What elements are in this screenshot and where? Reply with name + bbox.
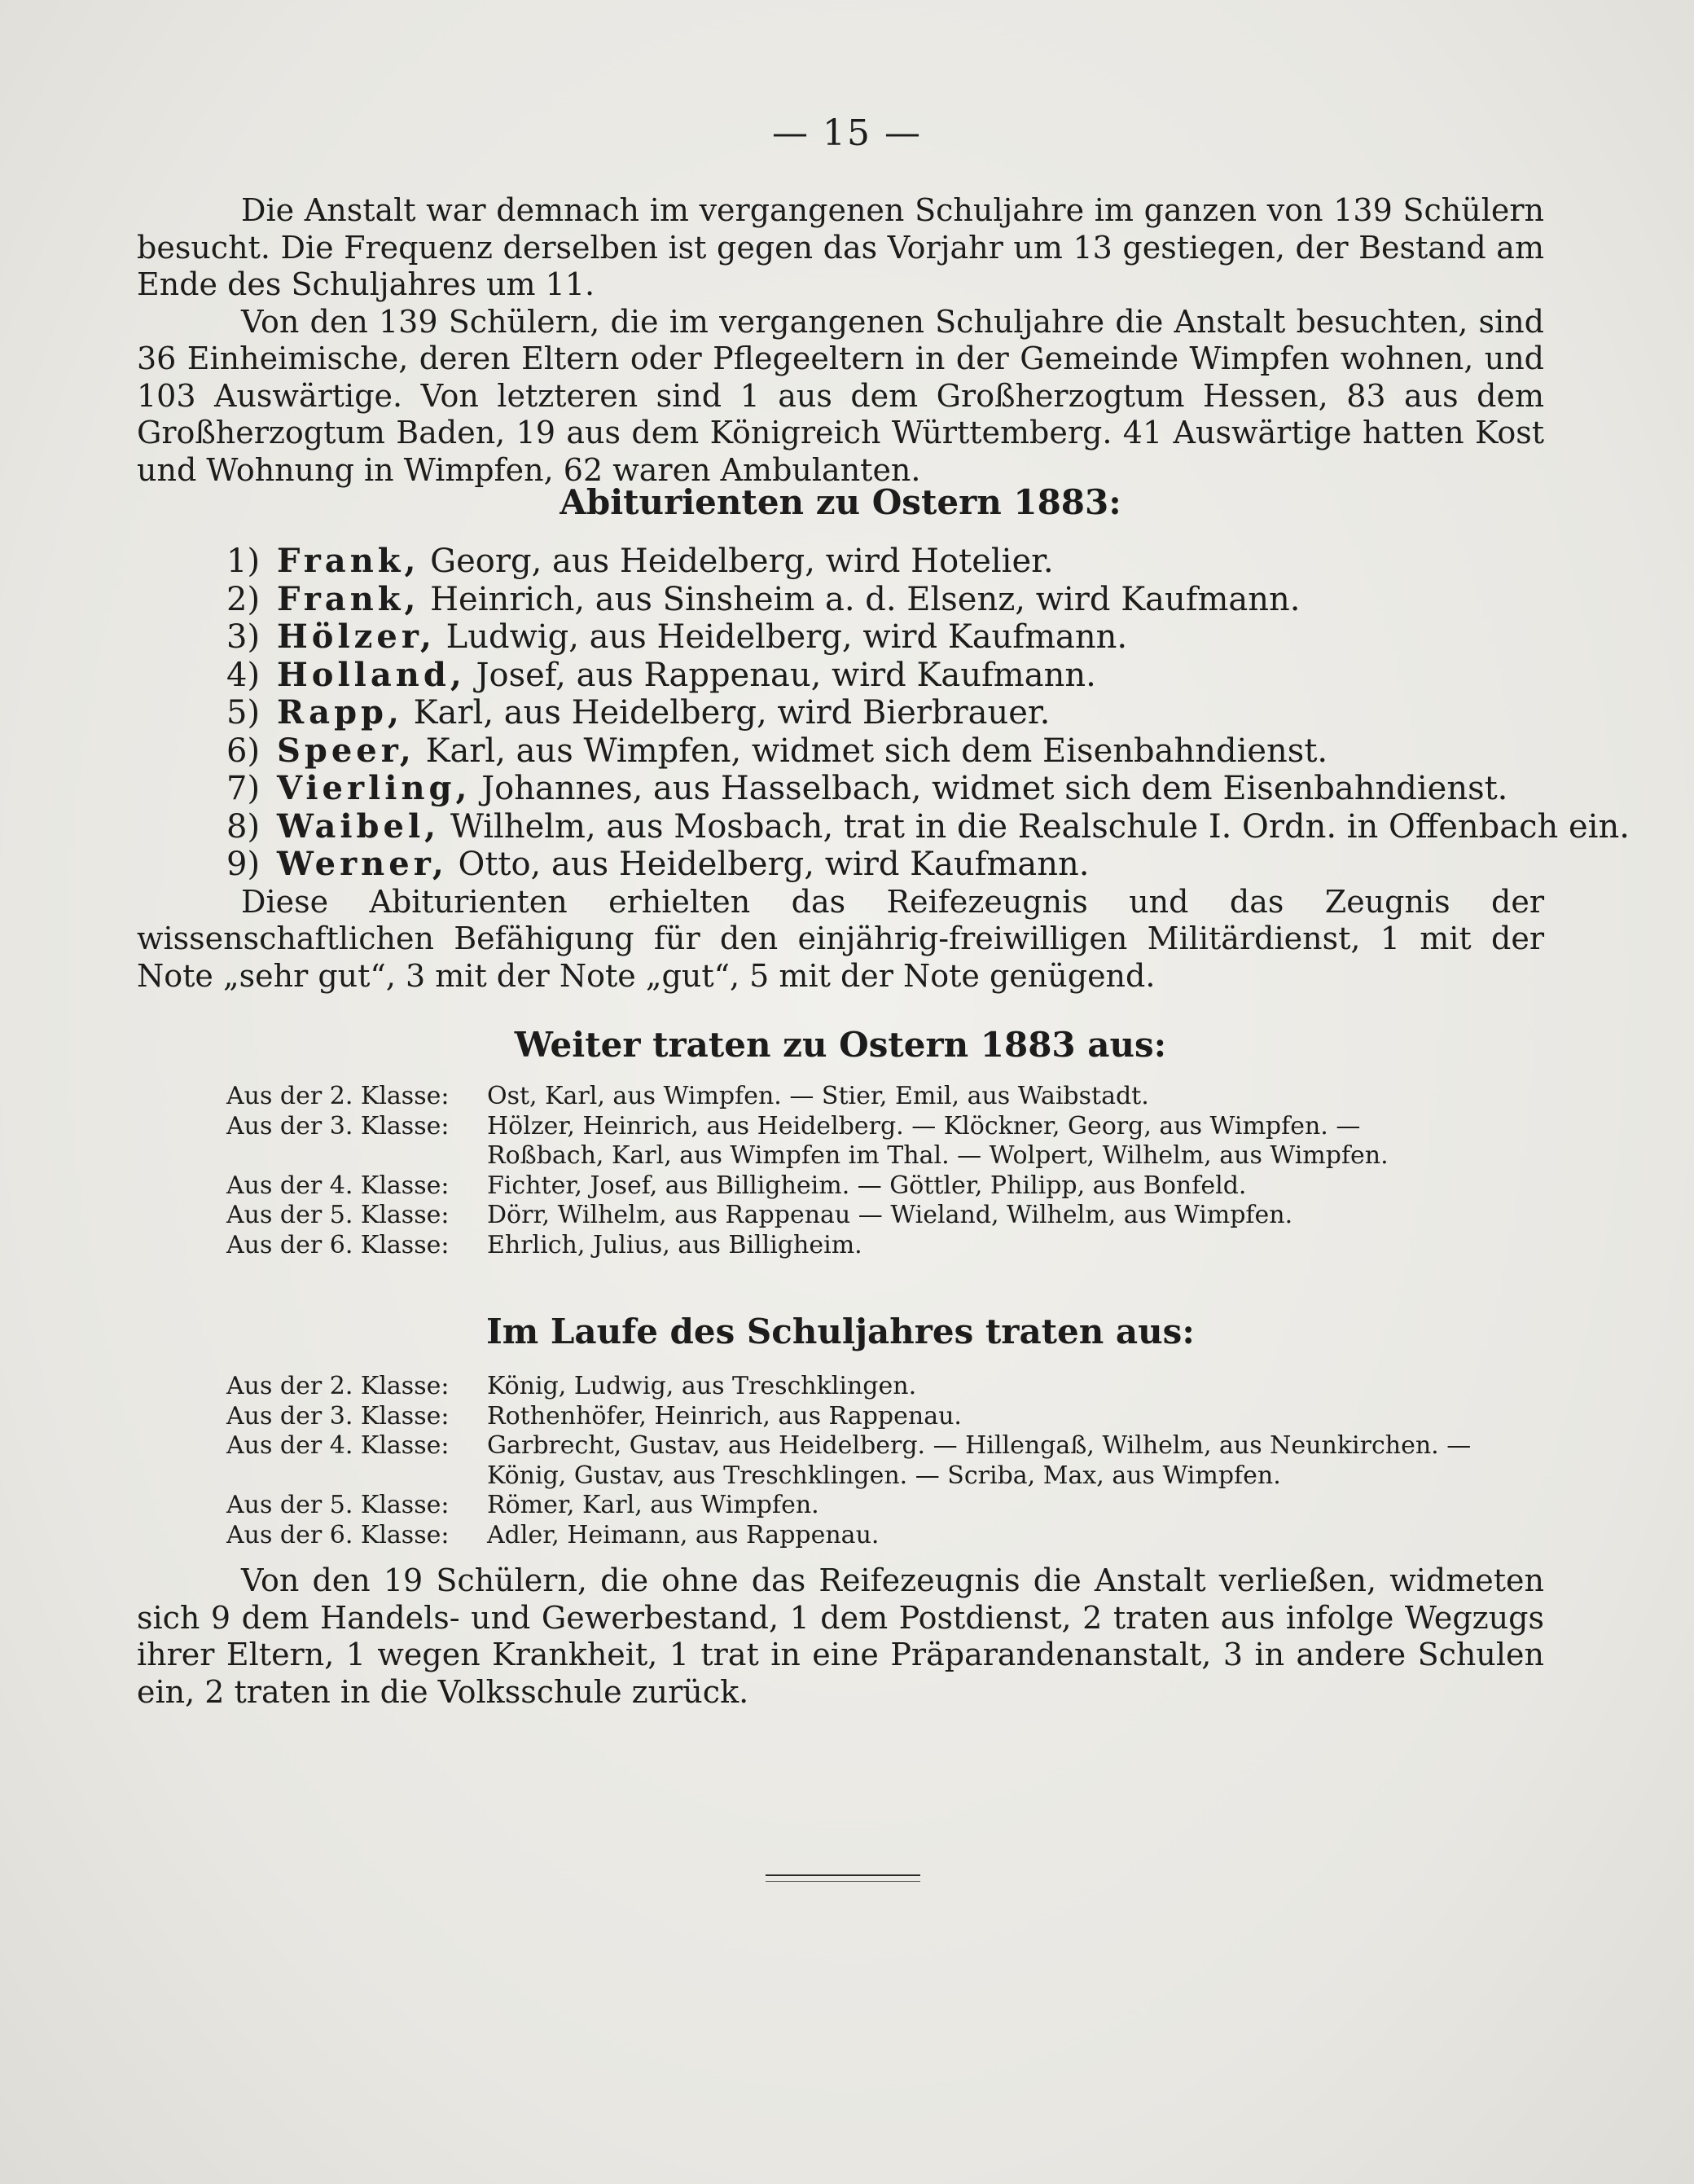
list-item: 2) Frank, Heinrich, aus Sinsheim a. d. Elsenz, wird Kaufmann. xyxy=(226,579,1301,618)
laufe-table xyxy=(137,1372,1544,1550)
weiter-table xyxy=(137,1082,1544,1260)
weiter-table-wrap xyxy=(137,1082,1544,1260)
weiter-section xyxy=(137,1025,1544,1065)
list-item: 8) Waibel, Wilhelm, aus Mosbach, trat in die Realschule I. Ordn. in Offenbach ein. xyxy=(226,806,1630,846)
laufe-table-wrap xyxy=(137,1372,1544,1550)
abiturienten-section xyxy=(137,482,1544,522)
end-rule-secondary xyxy=(766,1881,920,1882)
table-row: Aus der 5. Klasse: Römer, Karl, aus Wimpfen. xyxy=(226,1491,819,1519)
table-row: König, Gustav, aus Treschklingen. — Scriba, Max, aus Wimpfen. xyxy=(487,1461,1281,1490)
list-item: 6) Speer, Karl, aus Wimpfen, widmet sich dem Eisenbahndienst. xyxy=(226,731,1328,770)
abiturienten-list-wrap xyxy=(137,542,1630,995)
page-number: — 15 — xyxy=(772,112,922,154)
list-item: 7) Vierling, Johannes, aus Hasselbach, widmet sich dem Eisenbahndienst. xyxy=(226,769,1508,807)
abiturienten-list xyxy=(137,542,1630,884)
intro-section xyxy=(137,192,1544,489)
abiturienten-heading: Abiturienten zu Ostern 1883: xyxy=(560,482,1121,522)
list-item: 5) Rapp, Karl, aus Heidelberg, wird Bierbrauer. xyxy=(226,693,1051,732)
end-rule xyxy=(766,1874,920,1876)
list-item: 3) Hölzer, Ludwig, aus Heidelberg, wird Kaufmann. xyxy=(226,617,1128,656)
table-row: Aus der 2. Klasse: König, Ludwig, aus Treschklingen. xyxy=(226,1372,917,1400)
weiter-heading: Weiter traten zu Ostern 1883 aus: xyxy=(514,1025,1167,1065)
laufe-section xyxy=(137,1312,1544,1351)
table-row: Aus der 3. Klasse: Rothenhöfer, Heinrich, aus Rappenau. xyxy=(226,1401,962,1430)
list-item: 1) Frank, Georg, aus Heidelberg, wird Hotelier. xyxy=(226,542,1054,580)
table-row: Roßbach, Karl, aus Wimpfen im Thal. — Wolpert, Wilhelm, aus Wimpfen. xyxy=(487,1141,1389,1170)
table-row: Aus der 4. Klasse: Fichter, Josef, aus Billigheim. — Göttler, Philipp, aus Bonfeld. xyxy=(226,1171,1247,1200)
abiturienten-summary: Diese Abiturienten erhielten das Reifezeugnis und das Zeugnis der wissenschaftlichen Befähigung für den einjährig-freiwilligen Militärdienst, 1 mit der Note „sehr gut“, 3 mit der Note „gut“, 5 mit der Note genügend. xyxy=(137,883,1544,994)
table-row: Aus der 3. Klasse: Hölzer, Heinrich, aus Heidelberg. — Klöckner, Georg, aus Wimpfen. — xyxy=(226,1111,1361,1140)
list-item: 4) Holland, Josef, aus Rappenau, wird Kaufmann. xyxy=(226,655,1096,694)
table-row: Aus der 6. Klasse: Ehrlich, Julius, aus Billigheim. xyxy=(226,1230,862,1259)
intro-paragraph-2: Von den 139 Schülern, die im vergangenen Schuljahre die Anstalt besuchten, sind 36 Einheimische, deren Eltern oder Pflegeeltern in der Gemeinde Wimpfen wohnen, und 103 Auswärtige. Von letzteren sind 1 aus dem Großherzogtum Hessen, 83 aus dem Großherzogtum Baden, 19 aus dem Königreich Württemberg. 41 Auswärtige hatten Kost und Wohnung in Wimpfen, 62 waren Ambulanten. xyxy=(137,303,1544,488)
table-row: Aus der 4. Klasse: Garbrecht, Gustav, aus Heidelberg. — Hillengaß, Wilhelm, aus Neunkirchen. — xyxy=(226,1431,1472,1460)
table-row: Aus der 2. Klasse: Ost, Karl, aus Wimpfen. — Stier, Emil, aus Waibstadt. xyxy=(226,1082,1149,1110)
closing-section xyxy=(137,1562,1544,1711)
list-item: 9) Werner, Otto, aus Heidelberg, wird Kaufmann. xyxy=(226,845,1090,883)
intro-paragraph-1: Die Anstalt war demnach im vergangenen Schuljahre im ganzen von 139 Schülern besucht. Die Frequenz derselben ist gegen das Vorjahr um 13 gestiegen, der Bestand am Ende des Schuljahres um 11. xyxy=(137,192,1544,302)
table-row: Aus der 6. Klasse: Adler, Heimann, aus Rappenau. xyxy=(226,1520,880,1549)
table-row: Aus der 5. Klasse: Dörr, Wilhelm, aus Rappenau — Wieland, Wilhelm, aus Wimpfen. xyxy=(226,1201,1293,1229)
closing-paragraph: Von den 19 Schülern, die ohne das Reifezeugnis die Anstalt verließen, widmeten sich 9 dem Handels- und Gewerbestand, 1 dem Postdienst, 2 traten aus infolge Wegzugs ihrer Eltern, 1 wegen Krankheit, 1 trat in eine Präparandenanstalt, 3 in andere Schulen ein, 2 traten in die Volksschule zurück. xyxy=(137,1562,1544,1710)
laufe-heading: Im Laufe des Schuljahres traten aus: xyxy=(486,1312,1195,1351)
